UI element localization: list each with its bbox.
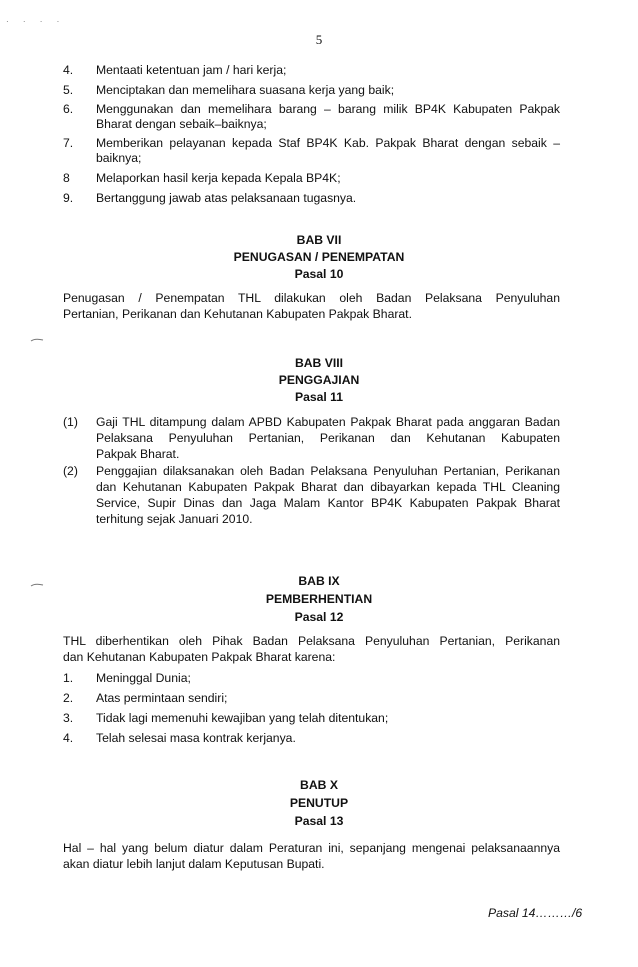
clause-number: (1) <box>63 415 78 429</box>
paragraph-line: akan diatur lebih lanjut dalam Keputusan Bupati. <box>63 857 325 871</box>
page-number: 5 <box>315 32 323 47</box>
paragraph-line: Penugasan / Penempatan THL dilakukan oleh Badan Pelaksana Penyuluhan <box>63 291 560 305</box>
list-number: 3. <box>63 711 74 725</box>
list-number: 2. <box>63 691 74 705</box>
list-number: 8 <box>63 171 70 185</box>
list-item-text: Meninggal Dunia; <box>96 671 191 685</box>
list-item-text: Tidak lagi memenuhi kewajiban yang telah ditentukan; <box>96 711 389 725</box>
bab-title: PENGGAJIAN <box>278 373 360 387</box>
list-item-text: Menggunakan dan memelihara barang – barang milik BP4K Kabupaten Pakpak <box>96 102 560 116</box>
list-number: 1. <box>63 671 74 685</box>
list-item-text: baiknya; <box>96 151 142 165</box>
clause-number: (2) <box>63 464 78 478</box>
pasal-heading: Pasal 11 <box>294 390 344 404</box>
bab-title: PEMBERHENTIAN <box>265 592 373 606</box>
bab-heading: BAB X <box>300 778 338 792</box>
list-number: 4. <box>63 63 74 77</box>
pasal-heading: Pasal 13 <box>294 814 344 828</box>
list-item-text: Bertanggung jawab atas pelaksanaan tugasnya. <box>96 191 357 205</box>
list-number: 4. <box>63 731 74 745</box>
list-item-text: Mentaati ketentuan jam / hari kerja; <box>96 63 287 77</box>
bab-heading: BAB VIII <box>294 356 344 370</box>
list-number: 9. <box>63 191 74 205</box>
bab-heading: BAB IX <box>298 574 340 588</box>
clause-line: Service, Supir Dinas dan Jaga Malam Kantor BP4K Kabupaten Pakpak Bharat <box>96 496 560 510</box>
paragraph-line: dan Kehutanan Kabupaten Pakpak Bharat karena: <box>63 650 336 664</box>
list-item-text: Bharat dengan sebaik–baiknya; <box>96 117 267 131</box>
bab-title: PENUTUP <box>289 796 349 810</box>
list-number: 7. <box>63 136 74 150</box>
list-item-text: Memberikan pelayanan kepada Staf BP4K Kab. Pakpak Bharat dengan sebaik – <box>96 136 560 150</box>
bab-title: PENUGASAN / PENEMPATAN <box>233 250 405 264</box>
list-number: 5. <box>63 83 74 97</box>
paragraph-line: THL diberhentikan oleh Pihak Badan Pelaksana Penyuluhan Pertanian, Perikanan <box>63 634 560 648</box>
list-item-text: Atas permintaan sendiri; <box>96 691 228 705</box>
margin-mark <box>30 337 44 343</box>
paragraph-line: Hal – hal yang belum diatur dalam Peraturan ini, sepanjang mengenai pelaksanaannya <box>63 841 560 855</box>
clause-line: Pelaksana Penyuluhan Pertanian, Perikanan dan Kehutanan Kabupaten <box>96 431 560 445</box>
list-number: 6. <box>63 102 74 116</box>
bab-heading: BAB VII <box>296 233 342 247</box>
clause-line: Gaji THL ditampung dalam APBD Kabupaten Pakpak Bharat pada anggaran Badan <box>96 415 560 429</box>
pasal-heading: Pasal 12 <box>294 610 344 624</box>
continuation-note: Pasal 14………/6 <box>488 906 583 920</box>
list-item-text: Menciptakan dan memelihara suasana kerja yang baik; <box>96 83 395 97</box>
paragraph-line: Pertanian, Perikanan dan Kehutanan Kabupaten Pakpak Bharat. <box>63 307 412 321</box>
scan-specks: · · · · <box>6 17 66 26</box>
list-item-text: Telah selesai masa kontrak kerjanya. <box>96 731 296 745</box>
clause-line: dan Kehutanan Kabupaten Pakpak Bharat dan dibayarkan kepada THL Cleaning <box>96 480 560 494</box>
pasal-heading: Pasal 10 <box>294 267 344 281</box>
clause-line: terhitung sejak Januari 2010. <box>96 512 253 526</box>
clause-line: Penggajian dilaksanakan oleh Badan Pelaksana Penyuluhan Pertanian, Perikanan <box>96 464 560 478</box>
list-item-text: Melaporkan hasil kerja kepada Kepala BP4K; <box>96 171 341 185</box>
clause-line: Pakpak Bharat. <box>96 447 180 461</box>
